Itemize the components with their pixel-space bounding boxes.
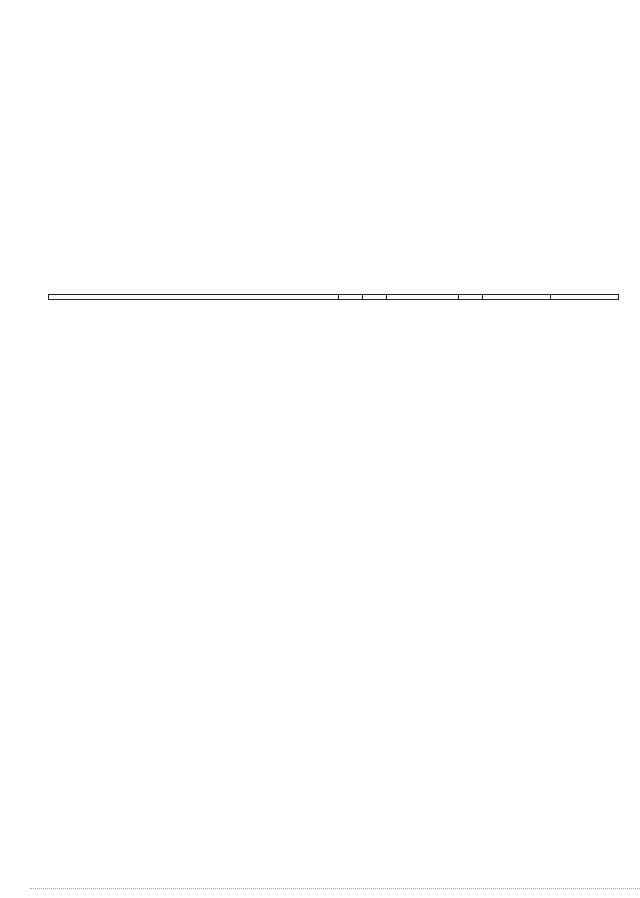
header-csr (387, 295, 459, 300)
header-name (49, 295, 339, 300)
header-vr (459, 295, 483, 300)
scan-edge-divider (30, 888, 640, 889)
header-sum-2021 (483, 295, 551, 300)
budget-table (48, 294, 619, 300)
table-header-row (49, 295, 619, 300)
header-sum-2022 (551, 295, 619, 300)
header-rz (339, 295, 363, 300)
header-pr (363, 295, 387, 300)
